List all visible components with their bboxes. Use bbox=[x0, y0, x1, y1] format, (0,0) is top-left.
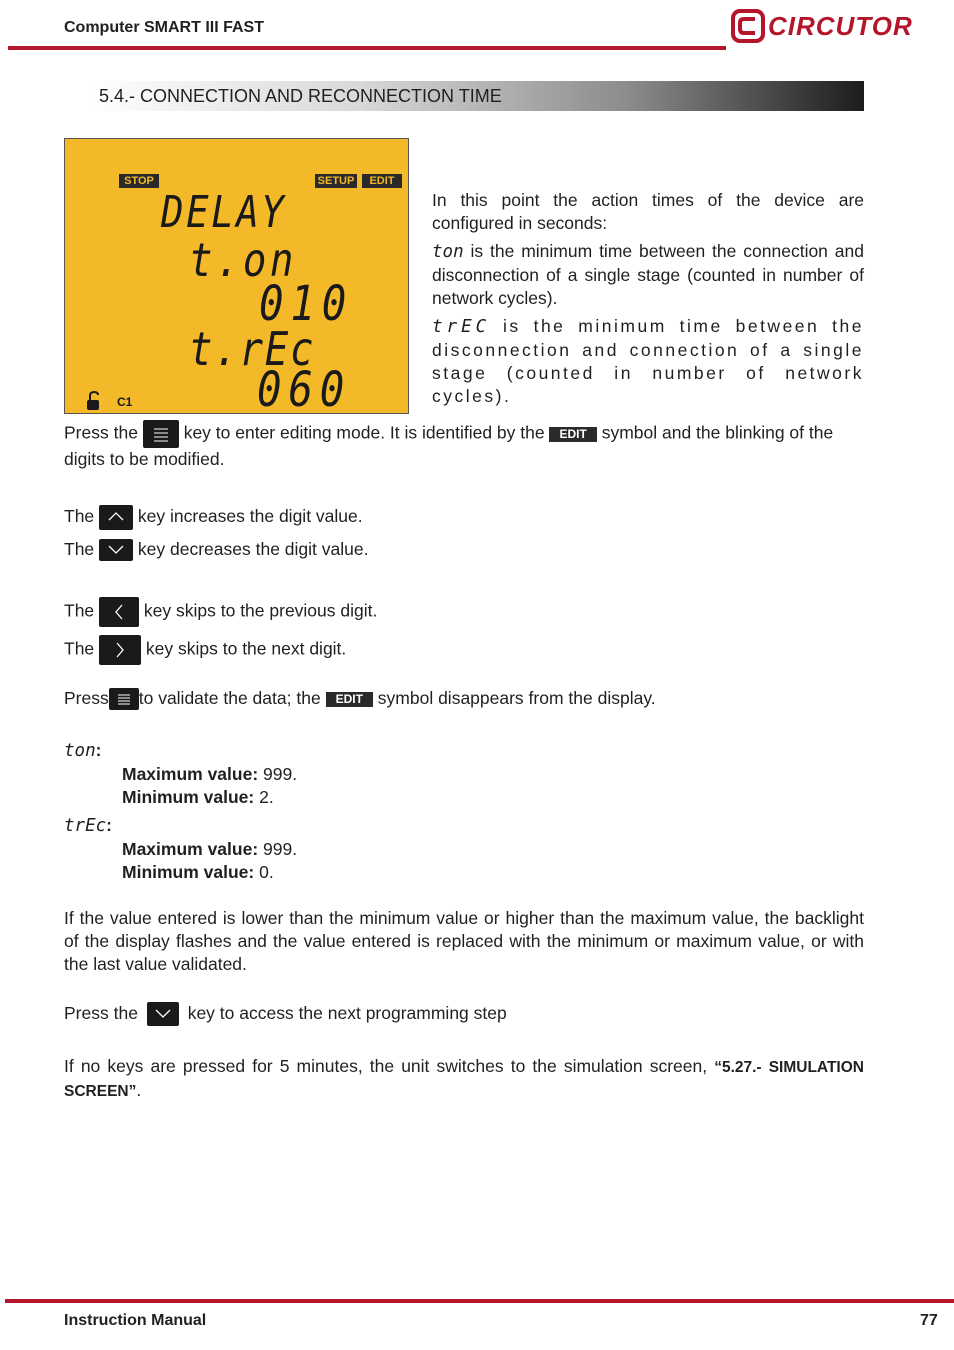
lcd-line-ton-value: 010 bbox=[259, 276, 354, 332]
ton-limits-heading: ton: bbox=[64, 740, 102, 761]
footer-rule bbox=[5, 1299, 954, 1303]
left-key-icon bbox=[99, 597, 139, 627]
next-step-instruction: Press the key to access the next programming step bbox=[64, 1002, 507, 1026]
lcd-line-trec-value: 060 bbox=[257, 362, 352, 418]
section-heading: 5.4.- CONNECTION AND RECONNECTION TIME bbox=[99, 86, 502, 106]
validate-instruction: Press to validate the data; the EDIT symbol disappears from the display. bbox=[64, 687, 656, 710]
brand-name: CIRCUTOR bbox=[768, 11, 913, 41]
edit-symbol: EDIT bbox=[549, 427, 596, 442]
range-note: If the value entered is lower than the minimum value or higher than the maximum value, the backlight of the display flashes and the value entered is replaced with the minimum or maximum value, or with the last value validated. bbox=[64, 908, 864, 974]
left-key-instruction: The key skips to the previous digit. bbox=[64, 597, 377, 627]
menu-key-icon bbox=[143, 420, 179, 448]
lcd-stop-tag: STOP bbox=[119, 174, 159, 188]
lcd-edit-tag: EDIT bbox=[362, 174, 402, 188]
section-heading-bar bbox=[90, 81, 864, 111]
trec-min-value: Minimum value: 0. bbox=[122, 862, 274, 882]
right-key-instruction: The key skips to the next digit. bbox=[64, 635, 346, 665]
lcd-display bbox=[64, 138, 409, 418]
lcd-line-delay: DELAY bbox=[161, 187, 287, 238]
circutor-logo-icon bbox=[730, 8, 766, 44]
intro-paragraph: In this point the action times of the device are configured in seconds: bbox=[432, 190, 864, 233]
edit-symbol: EDIT bbox=[326, 692, 373, 707]
cross-reference: “5.27.- bbox=[714, 1059, 762, 1076]
up-key-icon bbox=[99, 505, 133, 530]
right-key-icon bbox=[99, 635, 141, 665]
brand-logo bbox=[730, 8, 913, 46]
timeout-note: If no keys are pressed for 5 minutes, the unit switches to the simulation screen, “5.27.- SIMULATION SCREEN”. bbox=[64, 1056, 864, 1100]
down-key-icon bbox=[147, 1002, 179, 1026]
header-rule bbox=[8, 46, 726, 50]
menu-key-icon bbox=[109, 688, 139, 710]
cross-reference: SIMULATION SCREEN” bbox=[64, 1059, 864, 1100]
up-key-instruction: The key increases the digit value. bbox=[64, 505, 363, 530]
ton-max-value: Maximum value: 999. bbox=[122, 764, 298, 784]
lcd-setup-tag: SETUP bbox=[315, 174, 357, 188]
lcd-line-ton: t.on bbox=[189, 233, 297, 287]
intro-text bbox=[432, 189, 864, 413]
edit-instruction: Press the key to enter editing mode. It is identified by the EDIT symbol and the blinking of the digits to be modified. bbox=[64, 420, 864, 471]
footer-title: Instruction Manual bbox=[64, 1312, 207, 1329]
down-key-instruction: The key decreases the digit value. bbox=[64, 538, 368, 561]
lcd-channel: C1 bbox=[117, 395, 133, 409]
ton-code: ton bbox=[432, 242, 464, 262]
page-number: 77 bbox=[920, 1312, 938, 1329]
trec-code: trEC bbox=[432, 317, 491, 337]
trec-description: trEC is the minimum time between the disconnection and connection of a single stage (counted in number of network cycles). bbox=[432, 316, 864, 406]
ton-min-value: Minimum value: 2. bbox=[122, 787, 274, 807]
ton-description: ton is the minimum time between the connection and disconnection of a single stage (counted in number of network cycles). bbox=[432, 241, 864, 308]
document-title: Computer SMART III FAST bbox=[64, 19, 264, 36]
trec-limits-heading: trEc: bbox=[64, 815, 112, 836]
unlock-icon bbox=[85, 391, 103, 411]
lcd-line-trec: t.rEc bbox=[189, 322, 316, 376]
trec-max-value: Maximum value: 999. bbox=[122, 839, 298, 859]
down-key-icon bbox=[99, 539, 133, 561]
